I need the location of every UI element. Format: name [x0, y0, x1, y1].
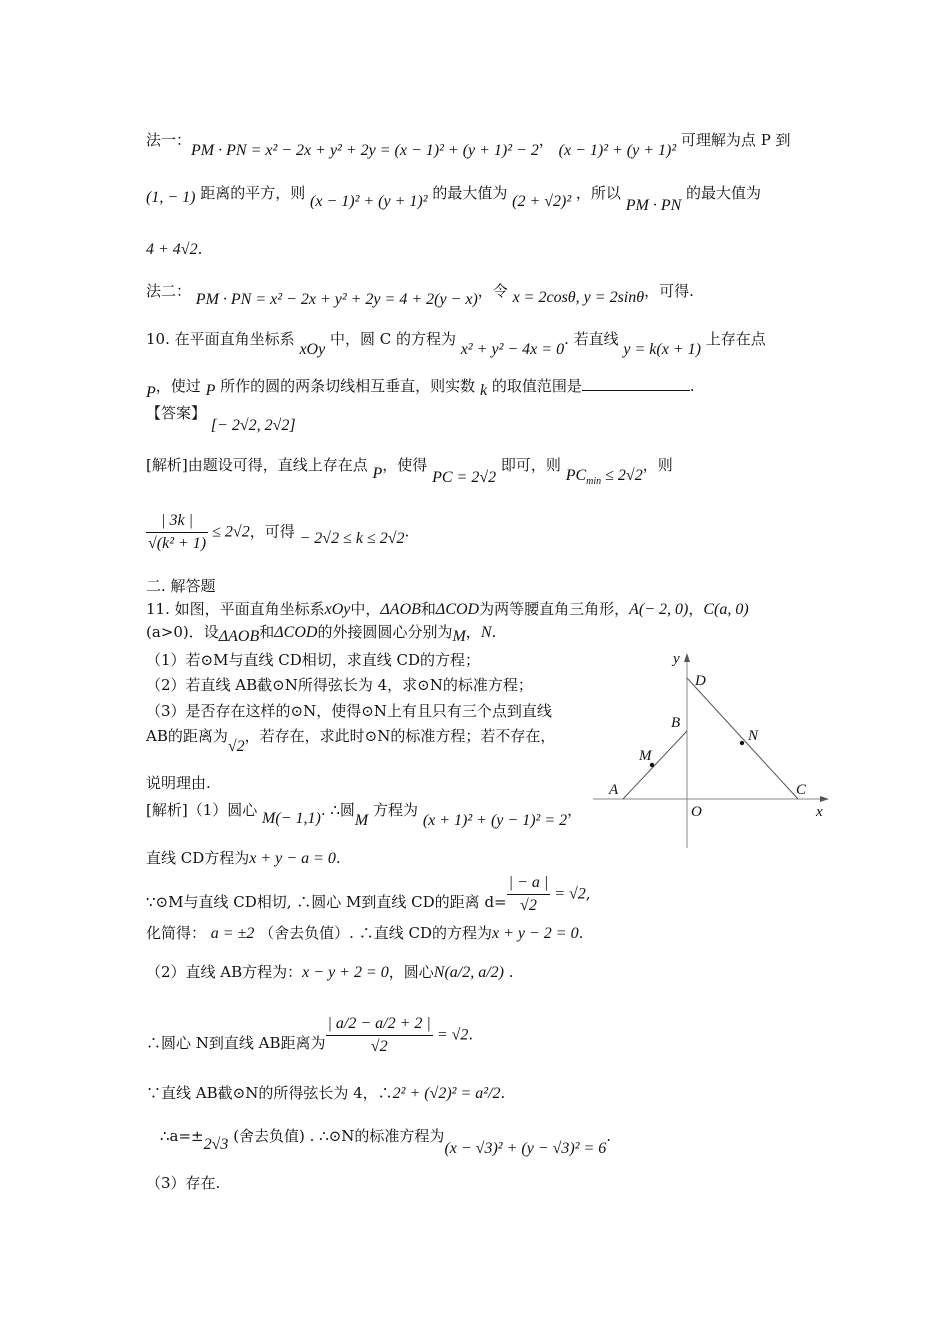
q10-line1	[146, 329, 766, 358]
q10-p: P	[146, 384, 156, 401]
method2-text2: ，可得.	[644, 282, 694, 300]
method1-text4: ，所以	[575, 184, 621, 202]
sol3-rest: = √2	[550, 885, 586, 903]
method1-eq4: (2 + √2)²	[512, 193, 572, 210]
analysis-text5: ，可得	[249, 522, 295, 541]
q11-p3b-1: AB的距离为	[146, 727, 228, 745]
sol5-eq: x − y + 2 = 0	[302, 964, 389, 981]
q11-l1-C: C(a, 0)	[703, 601, 749, 618]
y-label: y	[673, 651, 680, 667]
sol8-b: (舍去负值) . ∴⊙N的标准方程为	[233, 1127, 445, 1145]
method2-eq2: x = 2cosθ, y = 2sinθ	[512, 289, 645, 306]
sol3-b: ,	[585, 884, 591, 903]
answer-value: [− 2√2, 2√2]	[210, 417, 296, 434]
q11-part2: （2）若直线 AB截⊙N所得弦长为 4，求⊙N的标准方程；	[146, 676, 533, 694]
sol5-N: N(a/2, a/2)	[433, 964, 504, 981]
q11-l2-t1: ΔAOB	[218, 628, 260, 645]
sol2-b: .	[335, 849, 341, 867]
sol6-b: .	[468, 1025, 474, 1044]
q11-p3b-sqrt: √2	[227, 738, 245, 755]
q10-line2	[146, 376, 695, 401]
analysis-eq2-rest: ≤ 2√2	[601, 467, 643, 484]
sol1-a: [解析]（1）圆心	[146, 801, 258, 819]
sol6-a: ∴圆心 N到直线 AB距离为	[146, 1033, 326, 1052]
analysis-end: .	[404, 522, 410, 541]
method1-sep: ，	[538, 131, 554, 149]
q10-number: 10.	[146, 330, 170, 348]
solution-line3	[146, 872, 591, 917]
method1-line1	[146, 130, 791, 159]
analysis-frac-rest: ≤ 2√2	[208, 523, 250, 541]
q11-l1-t2: ΔCOD	[435, 601, 480, 618]
analysis-eq2	[565, 466, 643, 487]
sol4-b: （舍去负值）. ∴直线 CD的方程为	[259, 924, 492, 942]
q11-l2-a: (a>0)．设	[146, 623, 219, 641]
method1-text1: 可理解为点 P 到	[680, 131, 791, 149]
q11-l1-e: ，	[688, 600, 704, 618]
sol8-c: .	[606, 1127, 612, 1145]
method1-line3	[146, 239, 202, 260]
sol6-den: √2	[370, 1038, 388, 1055]
q11-part3a: （3）是否存在这样的⊙N，使得⊙N上有且只有三个点到直线	[146, 702, 552, 720]
analysis-eq2-main: PC	[565, 467, 587, 484]
q11-l2-M: M	[452, 628, 466, 645]
label-O: O	[691, 804, 702, 820]
sol1-d: ，	[567, 801, 583, 819]
method1-point: (1, − 1)	[146, 189, 196, 206]
sol4-eq: a = ±2	[210, 925, 255, 942]
section-heading: 二. 解答题	[146, 577, 216, 595]
method1-eq2: (x − 1)² + (y + 1)²	[558, 142, 677, 159]
q10-text1: 在平面直角坐标系	[174, 330, 295, 348]
method1-eq6: 4 + 4√2	[146, 241, 198, 258]
q10-eq1: x² + y² − 4x = 0	[460, 341, 565, 358]
q11-line2	[146, 622, 496, 643]
q10-eq2: y = k(x + 1)	[623, 341, 701, 358]
solution-line2	[146, 848, 341, 869]
analysis-eq3: − 2√2 ≤ k ≤ 2√2	[299, 529, 405, 547]
q11-l2-N: N	[480, 624, 492, 641]
q10-xoy: xOy	[299, 341, 326, 358]
label-B: B	[671, 715, 681, 731]
sol3-den: √2	[520, 897, 537, 914]
label-M: M	[639, 748, 652, 764]
analysis-p: P	[372, 465, 383, 482]
x-label: x	[816, 804, 823, 820]
answer-blank	[582, 376, 690, 391]
method1-line2	[146, 183, 762, 214]
q10-answer-line	[146, 403, 296, 434]
q10-text4: 上存在点	[705, 330, 766, 348]
sol8-a: ∴a=±	[160, 1127, 204, 1145]
sol1-M: M(− 1,1)	[262, 810, 321, 827]
analysis-frac-den: √(k² + 1)	[148, 535, 207, 552]
method1-eq5: PM · PN	[625, 197, 682, 214]
sol4-eq2: x + y − 2 = 0	[491, 925, 579, 942]
y-axis-arrow	[684, 653, 690, 662]
sol1-M2: M	[354, 812, 369, 829]
sol2-a: 直线 CD方程为	[146, 849, 250, 867]
q10-text5: ，使过	[155, 377, 201, 395]
sol5-a: （2）直线 AB方程为：	[146, 963, 303, 981]
method1-eq1: PM · PN = x² − 2x + y² + 2y = (x − 1)² + (y + 1)² − 2	[191, 142, 539, 159]
method1-end: .	[197, 240, 203, 258]
sol6-fraction	[326, 1013, 433, 1058]
q11-l1-xoy: xOy	[324, 601, 351, 618]
q11-part1: （1）若⊙M与直线 CD相切，求直线 CD的方程；	[146, 651, 481, 669]
q11-l1-d: 为两等腰直角三角形，	[479, 600, 630, 618]
q11-l2-b: 和	[259, 623, 275, 641]
solution-line5	[146, 962, 514, 983]
sol8-val: 2√3	[203, 1136, 229, 1153]
coordinate-figure	[593, 648, 833, 853]
q11-line1	[146, 599, 749, 620]
solution-line8	[160, 1126, 612, 1157]
analysis-text3: 即可，则	[500, 456, 561, 474]
sol5-c: .	[508, 963, 514, 981]
method1-label: 法一：	[146, 131, 192, 149]
q10-p2: P	[205, 382, 216, 399]
sol4-a: 化简得：	[146, 924, 207, 942]
label-A: A	[609, 782, 619, 798]
segment-DC	[687, 678, 798, 799]
analysis-text2: ，使得	[382, 456, 428, 474]
solution-line1	[146, 800, 583, 829]
solution-line9: （3）存在.	[146, 1174, 221, 1192]
q11-l2-d: ，	[465, 623, 481, 641]
method2-eq1: PM · PN = x² − 2x + y² + 2y = 4 + 2(y − x)	[195, 291, 478, 308]
point-N	[740, 741, 744, 745]
solution-line4	[146, 923, 583, 944]
q11-l1-b: 中，	[350, 600, 381, 618]
method2-line	[146, 281, 694, 308]
q10-text7: 的取值范围是	[491, 377, 582, 395]
answer-label: 【答案】	[146, 404, 207, 422]
q10-text6: 所作的圆的两条切线相互垂直，则实数	[220, 377, 476, 395]
label-D: D	[695, 673, 706, 689]
q10-analysis-line2	[146, 510, 409, 555]
q11-l2-c: 的外接圆圆心分别为	[317, 623, 453, 641]
analysis-fraction	[146, 510, 208, 555]
q11-part3c: 说明理由.	[146, 774, 211, 792]
q11-l1-c: 和	[420, 600, 436, 618]
q11-part3b	[146, 726, 556, 755]
sol4-c: .	[578, 924, 584, 942]
sol6-num: | a/2 − a/2 + 2 |	[326, 1013, 433, 1036]
q10-text3: . 若直线	[564, 330, 619, 348]
q11-l1-A: A(− 2, 0)	[629, 601, 689, 618]
sol6-rest: = √2	[432, 1026, 469, 1044]
label-C: C	[796, 782, 807, 798]
method1-text2: 距离的平方，则	[200, 184, 306, 202]
method2-text1: ，令	[477, 282, 508, 300]
analysis-eq2-sub: min	[586, 476, 602, 487]
sol1-eq: (x + 1)² + (y − 1)² = 2	[422, 812, 568, 829]
q10-k: k	[479, 382, 488, 399]
method1-text5: 的最大值为	[686, 184, 762, 202]
q11-l1-t1: ΔAOB	[380, 601, 421, 618]
sol2-eq: x + y − a = 0	[249, 850, 336, 867]
sol7-a: ∵直线 AB截⊙N的所得弦长为 4，∴	[146, 1084, 393, 1102]
segment-AB	[623, 731, 687, 799]
sol7-b: .	[500, 1084, 506, 1102]
method2-label: 法二：	[146, 282, 192, 300]
q11-l1-a: 11. 如图，平面直角坐标系	[146, 600, 325, 618]
q10-analysis-line1	[146, 455, 673, 487]
sol5-b: ，圆心	[388, 963, 434, 981]
sol3-num: | − a |	[507, 872, 551, 895]
sol8-eq: (x − √3)² + (y − √3)² = 6	[444, 1140, 607, 1157]
q11-l2-t2: ΔCOD	[274, 624, 318, 641]
sol7-eq: 2² + (√2)² = a²/2	[392, 1085, 501, 1102]
analysis-frac-num: | 3k |	[146, 510, 208, 533]
x-axis-arrow	[820, 796, 829, 802]
solution-line6	[146, 1013, 473, 1058]
analysis-eq1: PC = 2√2	[432, 469, 497, 486]
method1-eq3: (x − 1)² + (y + 1)²	[310, 193, 428, 210]
analysis-text4: ，则	[642, 456, 673, 474]
solution-line7	[146, 1083, 505, 1104]
q10-text2: 中，圆 C 的方程为	[329, 330, 456, 348]
sol1-b: . ∴圆	[320, 801, 355, 819]
method1-text3: 的最大值为	[432, 184, 508, 202]
q10-text8: .	[689, 377, 695, 395]
q11-p3b-2: ，若存在，求此时⊙N的标准方程；若不存在，	[244, 727, 556, 745]
label-N: N	[748, 728, 759, 744]
sol3-a: ∵⊙M与直线 CD相切, ∴圆心 M到直线 CD的距离 d=	[146, 892, 507, 911]
analysis-text1: [解析]由题设可得，直线上存在点	[146, 456, 368, 474]
sol1-c: 方程为	[373, 801, 419, 819]
q11-l2-e: .	[491, 623, 497, 641]
sol3-fraction	[507, 872, 551, 917]
